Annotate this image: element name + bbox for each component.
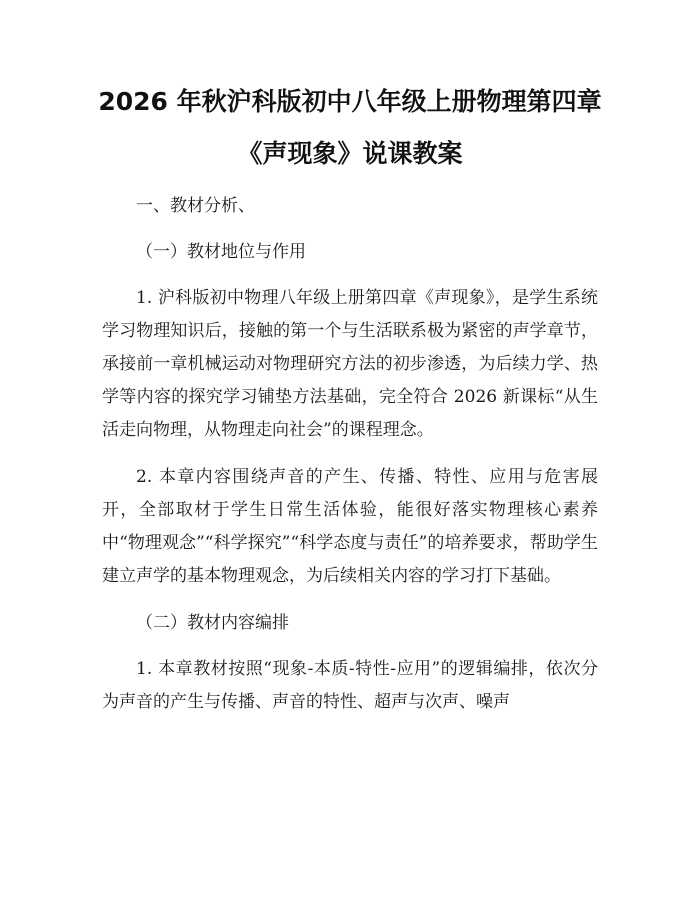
section-heading-textbook-analysis: 一、教材分析、 (136, 196, 255, 216)
paragraph-arrangement-1: 1. 本章教材按照“现象-本质-特性-应用”的逻辑编排，依次分为声音的产生与传播、声音的特性、超声与次声、噪声 (102, 659, 598, 712)
subsection-heading-status-and-role: （一）教材地位与作用 (136, 242, 306, 262)
paragraph-status-2: 2. 本章内容围绕声音的产生、传播、特性、应用与危害展开，全部取材于学生日常生活体验，能很好落实物理核心素养中“物理观念”“科学探究”“科学态度与责任”的培养要求，帮助学生建立声学的基本物理观念，为后续相关内容的学习打下基础。 (102, 467, 598, 586)
document-body (102, 190, 598, 719)
document-title-line-2: 《声现象》说课教案 (237, 139, 463, 168)
subsection-heading-content-arrangement: （二）教材内容编排 (136, 613, 289, 633)
paragraph-status-1: 1. 沪科版初中物理八年级上册第四章《声现象》，是学生系统学习物理知识后，接触的第一个与生活联系极为紧密的声学章节，承接前一章机械运动对物理研究方法的初步渗透，为后续力学、热学等内容的探究学习铺垫方法基础，完全符合 2026 新课标“从生活走向物理，从物理走向社会”的课程理念。 (102, 288, 598, 440)
document-title-line-1: 2026 年秋沪科版初中八年级上册物理第四章 (98, 87, 602, 116)
